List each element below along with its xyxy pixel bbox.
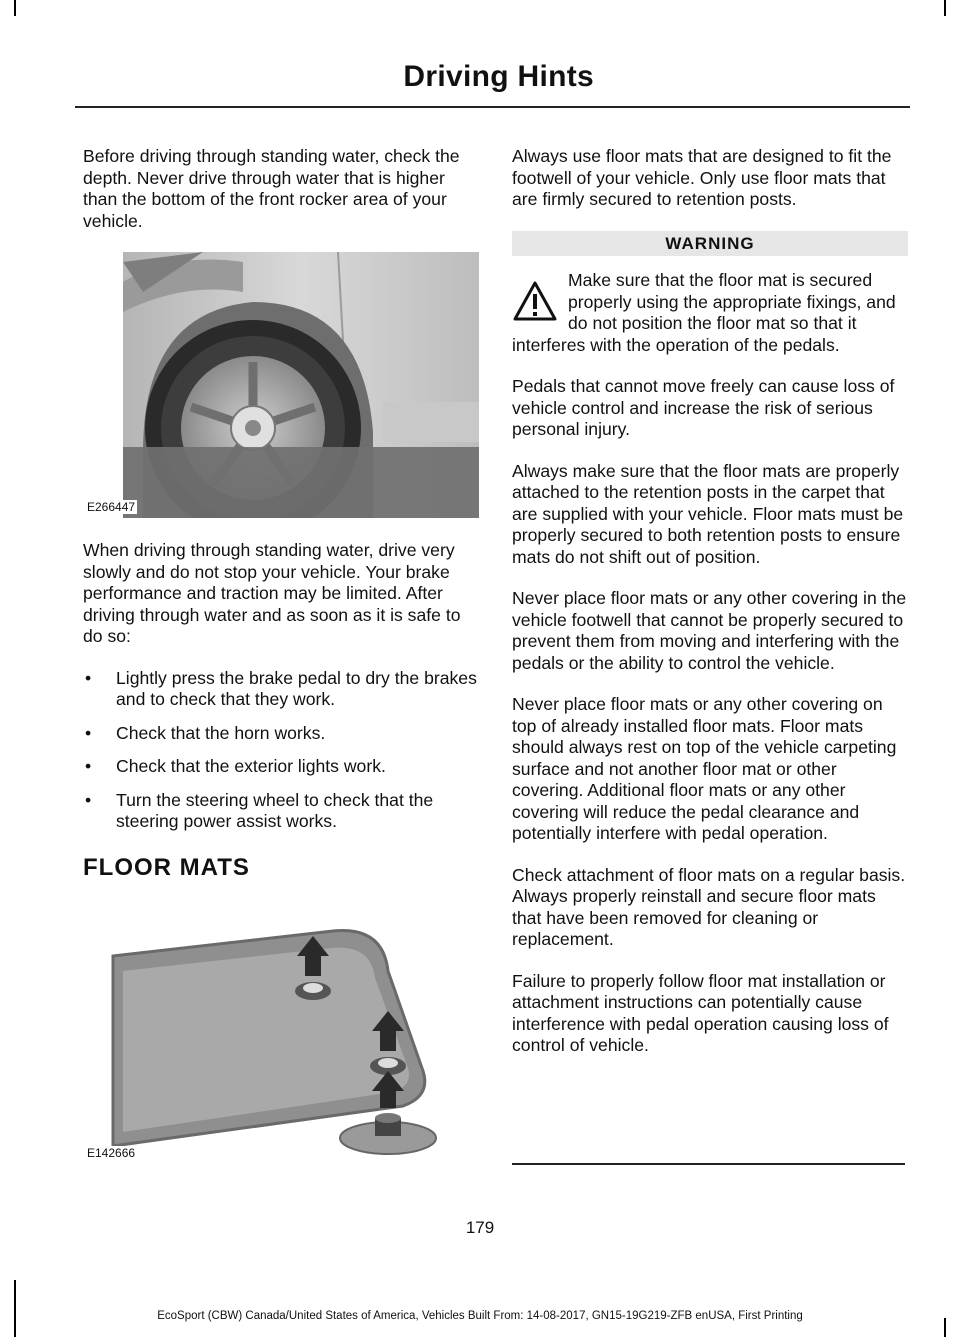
water-intro-paragraph: Before driving through standing water, check the depth. Never drive through water that is higher than the bottom of the front rocker area of your vehicle. (83, 146, 460, 231)
list-item: • Turn the steering wheel to check that the steering power assist works. (83, 790, 479, 833)
list-item: • Lightly press the brake pedal to dry the brakes and to check that they work. (83, 668, 479, 711)
footer-publication-info: EcoSport (CBW) Canada/United States of America, Vehicles Built From: 14-08-2017, GN15-19G219-ZFB enUSA, First Printing (157, 1310, 803, 1322)
warning-triangle-icon (512, 280, 558, 322)
paragraph: Check attachment of floor mats on a regular basis. Always properly reinstall and secure floor mats that have been removed for cleaning or replacement. (512, 864, 906, 949)
figure-label: E142666 (87, 1146, 136, 1160)
floor-mats-intro-paragraph: Always use floor mats that are designed to fit the footwell of your vehicle. Only use floor mats that are firmly secured to retention posts. (512, 146, 892, 209)
header-rule (75, 106, 910, 108)
after-water-checklist (83, 668, 479, 833)
driving-through-water-paragraph: When driving through standing water, drive very slowly and do not stop your vehicle. Your brake performance and traction may be limited. After driving through water and as soon as it is safe to do so: (83, 540, 461, 646)
figure-wheel-water (83, 252, 479, 518)
warning-title-bar: WARNING (512, 231, 908, 257)
warning-text: Make sure that the floor mat is secured properly using the appropriate fixings, and do not position the floor mat so that it interferes with the operation of the pedals. (512, 270, 896, 355)
figure-label: E266447 (87, 500, 136, 514)
paragraph: Pedals that cannot move freely can cause loss of vehicle control and increase the risk of serious personal injury. (512, 376, 895, 439)
paragraph: Failure to properly follow floor mat installation or attachment instructions can potentially cause interference with pedal operation causing loss of control of vehicle. (512, 970, 889, 1055)
page-title: Driving Hints (403, 60, 594, 93)
list-item: • Check that the horn works. (83, 723, 479, 745)
crop-mark-bottom-left (14, 1280, 16, 1337)
paragraph: Always make sure that the floor mats are properly attached to the retention posts in the carpet that are supplied with your vehicle. Floor mats must be properly secured to both retention posts to ensure mats do not shift out of position. (512, 460, 904, 567)
right-column (512, 146, 908, 1077)
paragraph: Never place floor mats or any other covering in the vehicle footwell that cannot be properly secured to prevent them from moving and interfering with the pedals or the ability to control the vehicle. (512, 588, 907, 673)
footer-rule (512, 1163, 905, 1165)
paragraph: Never place floor mats or any other covering on top of already installed floor mats. Floor mats should always rest on top of the vehicle carpeting surface and not another floor mat or other covering. Additional floor mats or any other covering will reduce the pedal clearance and potentially interfere with pedal operation. (512, 694, 897, 843)
page-number: 179 (465, 1218, 495, 1237)
figure-floor-mat (83, 896, 479, 1164)
warning-box (512, 270, 908, 356)
floor-mat-illustration (83, 896, 479, 1164)
crop-mark-top-right (944, 0, 946, 16)
list-item: • Check that the exterior lights work. (83, 756, 479, 778)
wheel-in-water-illustration (83, 252, 479, 518)
left-column (83, 146, 479, 1186)
section-heading-floor-mats: FLOOR MATS (83, 853, 250, 881)
crop-mark-top-left (14, 0, 16, 16)
